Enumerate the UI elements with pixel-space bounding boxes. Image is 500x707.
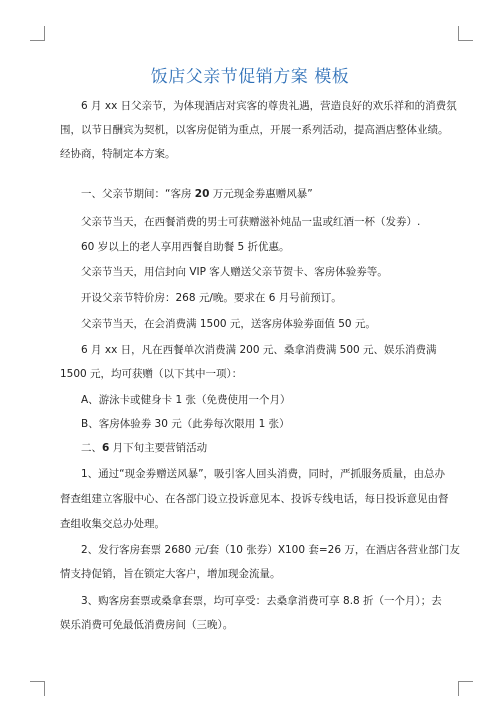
section-1-heading-prefix: 一、父亲节期间：“客房 xyxy=(81,188,195,200)
crop-mark-top-right xyxy=(458,26,473,41)
crop-mark-bottom-left xyxy=(30,681,45,696)
crop-mark-bottom-right xyxy=(458,681,473,696)
section-1-item-6-line-1: 6 月 xx 日，凡在西餐单次消费满 200 元、桑拿消费满 500 元、娱乐消费满 xyxy=(81,344,437,356)
section-1-heading-amount: 20 xyxy=(194,188,210,200)
option-b: B、客房体验劵 30 元（此劵每次限用 1 张） xyxy=(81,418,290,430)
document-title: 饭店父亲节促销方案 模板 xyxy=(150,67,350,87)
option-a: A、游泳卡或健身卡 1 张（免费使用一个月） xyxy=(81,394,291,406)
section-1-item-5: 父亲节当天，在会消费满 1500 元，送客房体验劵面值 50 元。 xyxy=(81,318,376,330)
crop-mark-top-left xyxy=(30,26,45,41)
section-2-heading-prefix: 二、 xyxy=(81,442,102,454)
section-1-heading xyxy=(60,182,450,206)
section-2-item-2-line-1: 2、发行客房套票 2680 元/套（10 张券）X100 套=26 万，在酒店各营业部门友 xyxy=(81,544,460,556)
intro-line-2: 围，以节日酬宾为契机，以客房促销为重点，开展一系列活动，提高酒店整体业绩。 xyxy=(60,124,449,136)
section-2-item-1-line-3: 查组收集交总办处理。 xyxy=(60,518,165,530)
section-1-item-6-line-2: 1500 元，均可获赠（以下其中一项）： xyxy=(60,368,243,380)
section-2-item-3-line-2: 娱乐消费可免最低消费房间（三晚）。 xyxy=(60,619,234,631)
section-2-heading-number: 6 xyxy=(102,442,110,454)
section-2-item-1-line-1: 1、通过“现金劵赠送风暴”，吸引客人回头消费，同时，严抓服务质量，由总办 xyxy=(81,468,446,480)
section-2-heading-suffix: 月下旬主要营销活动 xyxy=(109,442,208,454)
section-2-heading xyxy=(60,436,450,460)
intro-line-1: 6 月 xx 日父亲节，为体现酒店对宾客的尊贵礼遇，营造良好的欢乐祥和的消费氛 xyxy=(81,100,457,112)
section-1-heading-suffix: 万元现金劵惠赠风暴” xyxy=(209,188,313,200)
section-1-item-3: 父亲节当天，用信封向 VIP 客人赠送父亲节贺卡、客房体验劵等。 xyxy=(81,266,388,278)
intro-line-3: 经协商，特制定本方案。 xyxy=(60,148,176,160)
section-2-item-1-line-2: 督查组建立客服中心、在各部门设立投诉意见本、投诉专线电话，每日投诉意见由督 xyxy=(60,493,449,505)
section-1-item-2: 60 岁以上的老人享用西餐自助餐 5 折优惠。 xyxy=(81,241,290,253)
section-1-item-4: 开设父亲节特价房：268 元/晚。要求在 6 月号前预订。 xyxy=(81,292,342,304)
section-2-item-3-line-1: 3、购客房套票或桑拿套票，均可享受：去桑拿消费可享 8.8 折（一个月）；去 xyxy=(81,595,442,607)
section-1-item-1: 父亲节当天，在西餐消费的男士可获赠滋补炖品一盅或红酒一杯（发劵）. xyxy=(81,216,421,228)
section-2-item-2-line-2: 情支持促销，旨在锁定大客户，增加现金流量。 xyxy=(60,568,281,580)
